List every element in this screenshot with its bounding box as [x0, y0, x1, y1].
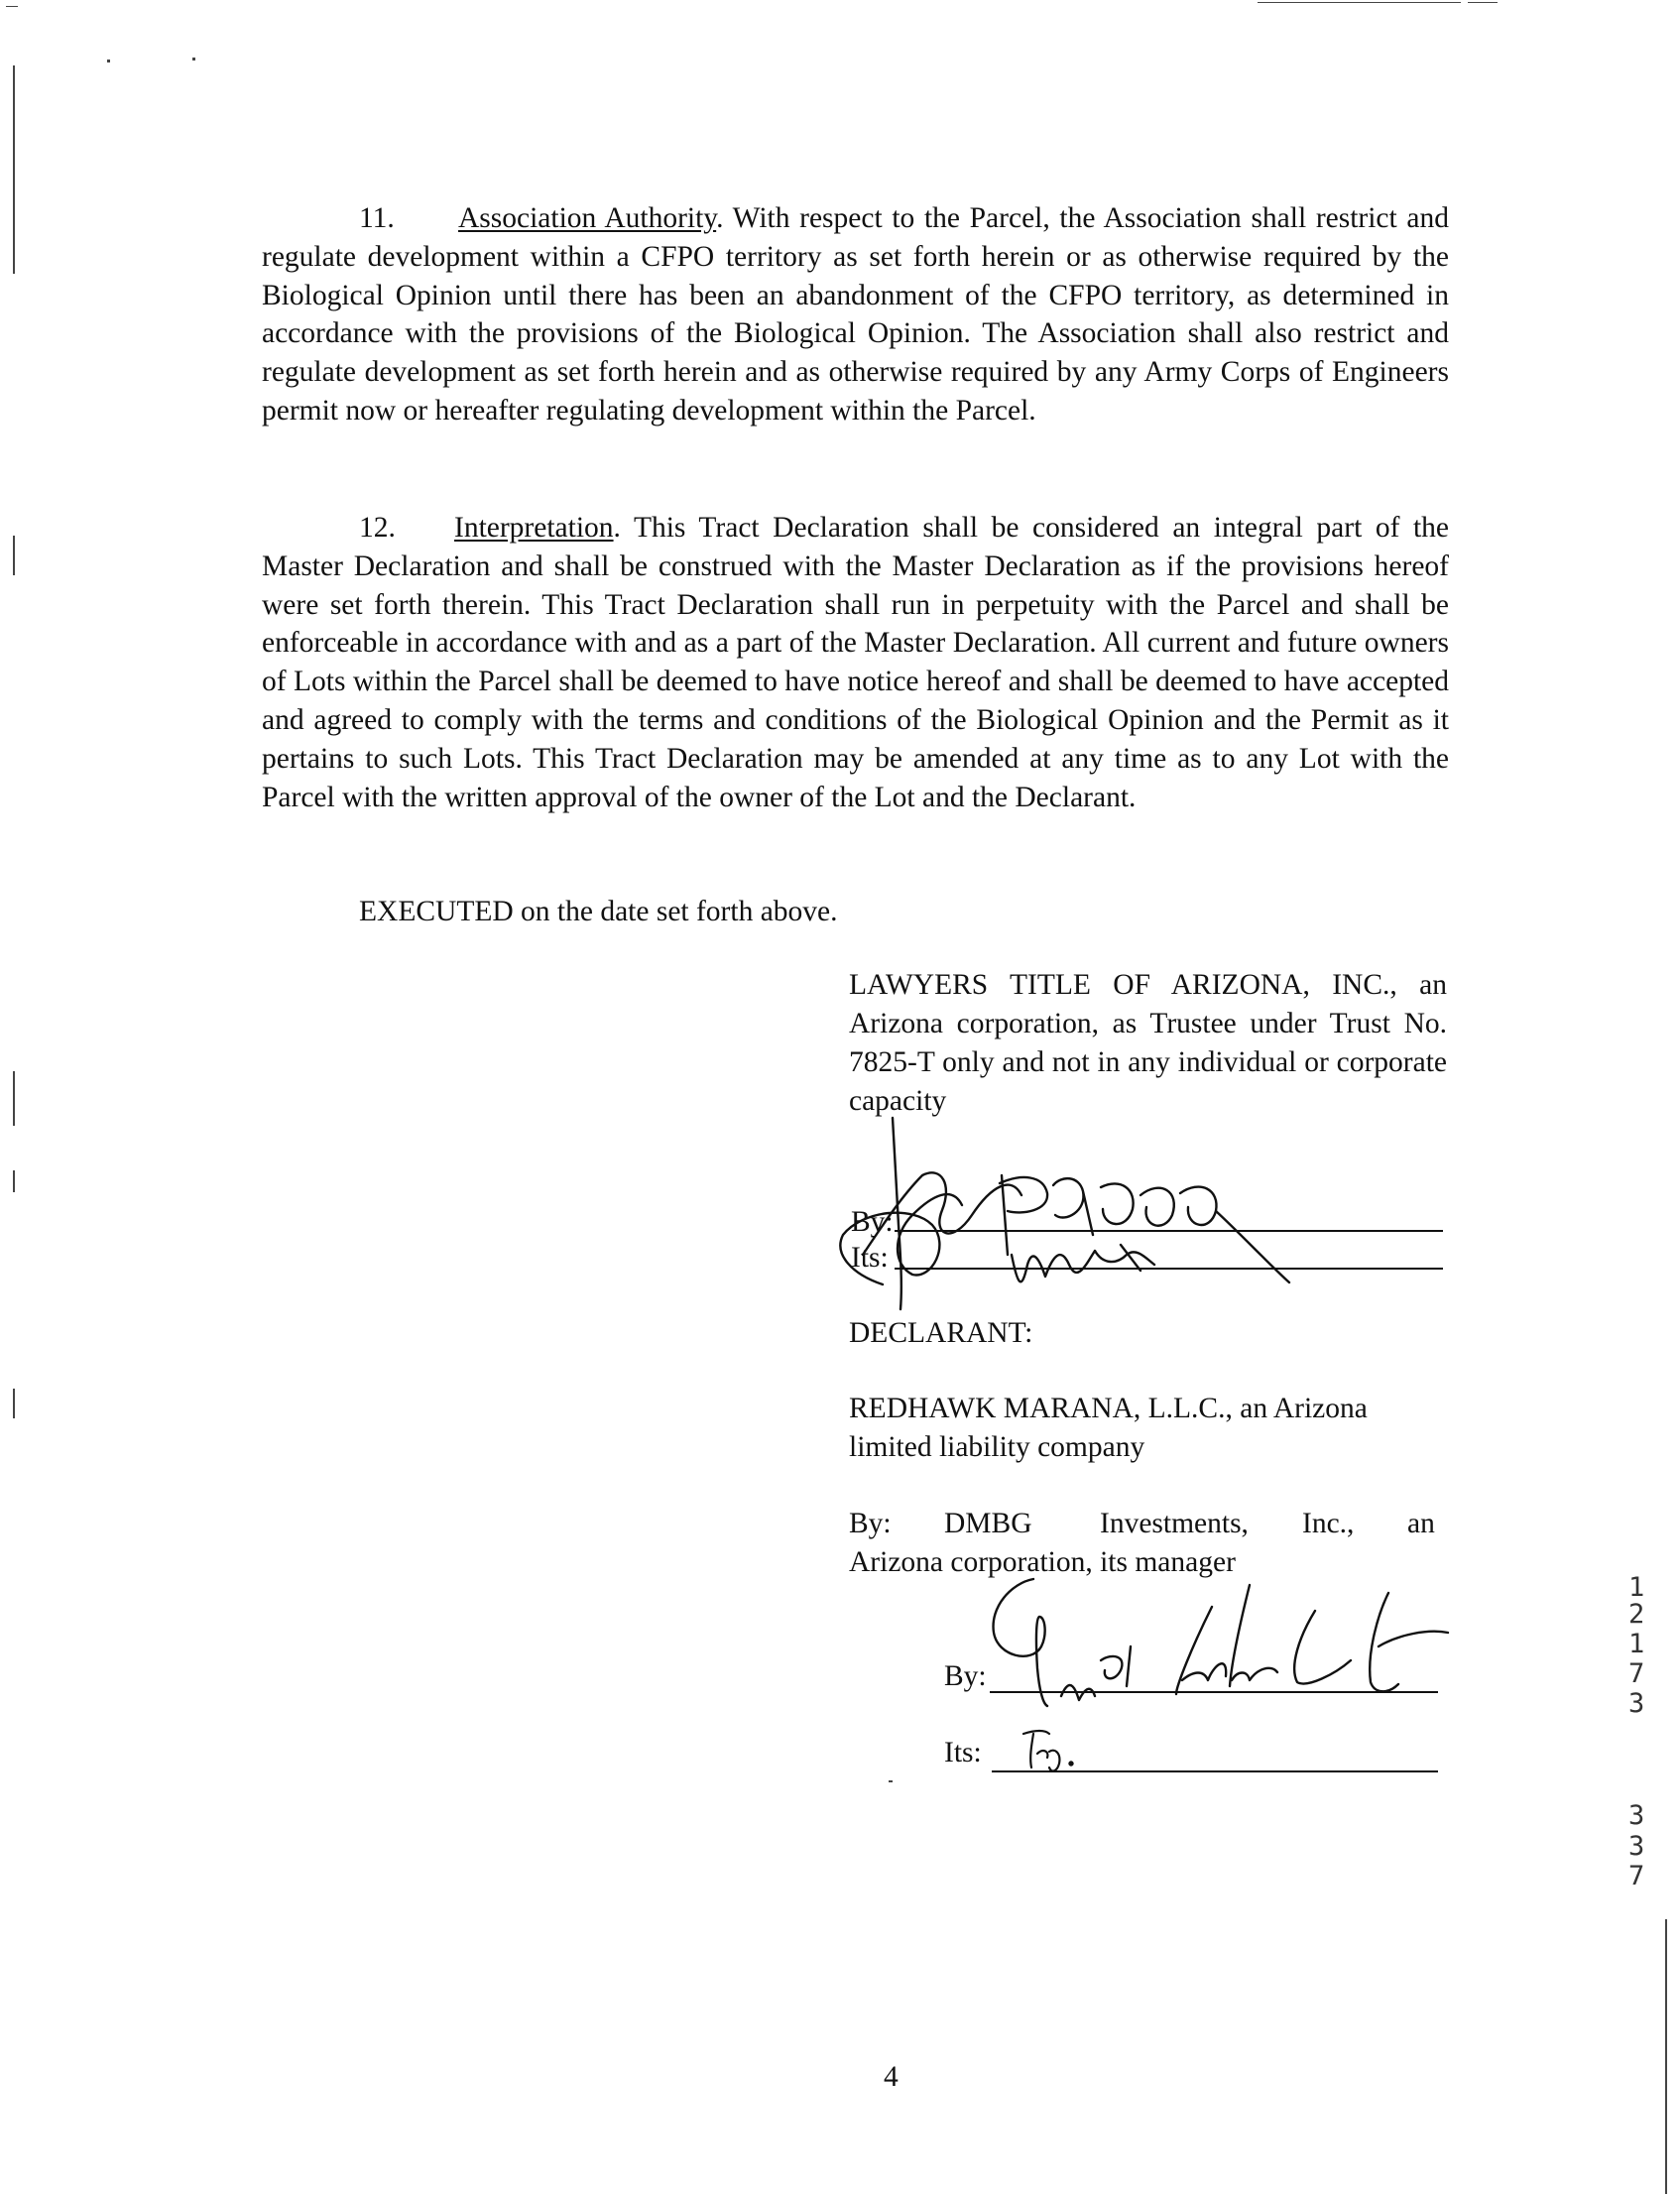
- stamp-digit: 1: [1628, 1629, 1645, 1659]
- section-12-number: 12.: [359, 512, 396, 544]
- section-11-body: . With respect to the Parcel, the Association shall restrict and regulate development within a CFPO territory as set forth herein or as otherwise required by the Biological Opinion until there has been an abandonment of the CFPO territory, as determined in accordance with the provisions of the Biological Opinion. The Association shall also restrict and regulate development as set forth herein and as otherwise required by any Army Corps of Engineers permit now or hereafter regulating development within the Parcel.: [262, 202, 1449, 427]
- section-11-number: 11.: [359, 202, 395, 234]
- manager-name: DMBG: [944, 1508, 1032, 1539]
- section-12-body: . This Tract Declaration shall be considered an integral part of the Master Declaration and shall be construed with the Master Declaration as if the provisions hereof were set forth therein. This Tract Declaration shall run in perpetuity with the Parcel and shall be enforceable in accordance with and as a part of the Master Declaration. All current and future owners of Lots within the Parcel shall be deemed to have notice hereof and shall be deemed to have accepted and agreed to comply with the terms and conditions of the Biological Opinion and the Permit as it pertains to such Lots. This Tract Declaration may be amended at any time as to any Lot with the Parcel with the written approval of the owner of the Lot and the Declarant.: [262, 512, 1449, 813]
- trustee-its-label: Its:: [851, 1242, 889, 1274]
- manager-word-inc: Inc.,: [1302, 1508, 1355, 1539]
- stamp-digit: 7: [1628, 1861, 1645, 1891]
- declarant-company-line2: limited liability company: [849, 1431, 1145, 1463]
- declarant-by-label: By:: [944, 1660, 987, 1692]
- scan-mark: [107, 60, 110, 62]
- stamp-digit: 3: [1628, 1800, 1645, 1831]
- manager-by-label: By:: [849, 1508, 892, 1539]
- section-12-paragraph: [262, 509, 1449, 816]
- declarant-title-handwriting: [1020, 1724, 1079, 1773]
- stamp-digit: 3: [1628, 1688, 1645, 1719]
- scan-mark: [13, 1071, 15, 1126]
- trustee-by-label: By:: [851, 1206, 894, 1238]
- scan-mark: [13, 1389, 15, 1418]
- manager-word-an: an: [1407, 1508, 1435, 1539]
- scan-mark: [13, 1170, 15, 1192]
- section-11-heading: Association Authority: [458, 202, 717, 234]
- stamp-digit: 3: [1628, 1831, 1645, 1862]
- scan-mark: [1665, 1919, 1667, 2194]
- stamp-digit: 2: [1628, 1599, 1645, 1630]
- page-number: 4: [884, 2061, 899, 2093]
- executed-statement: EXECUTED on the date set forth above.: [359, 896, 838, 927]
- section-11-paragraph: [262, 199, 1449, 430]
- manager-line2: Arizona corporation, its manager: [849, 1546, 1236, 1578]
- scan-mark: [6, 6, 18, 7]
- trustee-block: LAWYERS TITLE OF ARIZONA, INC., an Arizona corporation, as Trustee under Trust No. 7825-T only and not in any individual or corporate capacity: [849, 969, 1447, 1117]
- scan-mark: [13, 65, 15, 274]
- scan-mark: [1258, 2, 1461, 3]
- trustee-signature: [823, 1116, 1309, 1314]
- stamp-digit: 7: [1628, 1658, 1645, 1689]
- scan-mark: [192, 58, 195, 61]
- declarant-company-line1: REDHAWK MARANA, L.L.C., an Arizona: [849, 1393, 1368, 1424]
- stamp-digit: 1: [1628, 1572, 1645, 1603]
- section-12-heading: Interpretation: [454, 512, 614, 544]
- declarant-its-label: Its:: [944, 1737, 982, 1768]
- declarant-signature: [982, 1577, 1458, 1711]
- scan-mark: [1468, 2, 1498, 3]
- scan-mark: [889, 1780, 893, 1782]
- manager-word-investments: Investments,: [1100, 1508, 1249, 1539]
- declarant-heading: DECLARANT:: [849, 1317, 1033, 1349]
- scan-mark: [13, 536, 15, 575]
